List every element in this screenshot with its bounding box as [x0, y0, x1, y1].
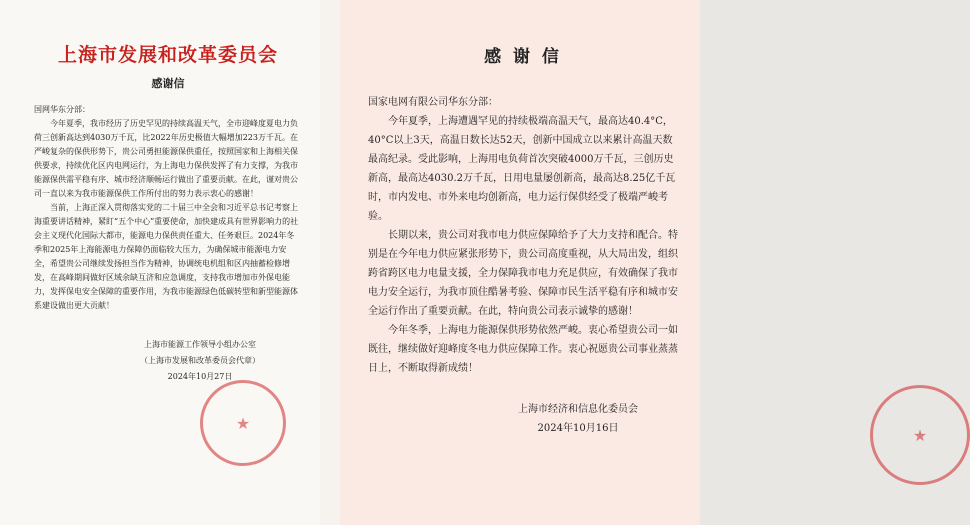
letter-signature	[34, 337, 302, 385]
letter-salutation: 国家电网有限公司华东分部：	[368, 97, 498, 108]
letter-org-name: 上海市发展和改革委员会	[57, 44, 278, 66]
signature-line: 上海市能源工作领导小组办公室	[144, 340, 256, 349]
signature-line: 上海市经济和信息化委员会	[518, 404, 638, 415]
letter-paragraph: 今年夏季，上海遭遇罕见的持续极端高温天气，最高达40.4°C，40°C以上3天，高温日数长达52天，创新中国成立以来累计高温天数最高纪录。受此影响，上海用电负荷首次突破4000万千瓦，三创历史新高，最高达4030.2万千瓦，日用电量屡创新高，最高达8.25亿千瓦时，市内发电、市外来电均创新高，电力运行保供经受了极端严峻考验。	[368, 116, 676, 222]
letter-paragraph: 今年夏季，我市经历了历史罕见的持续高温天气，全市迎峰度夏电力负荷三创新高达到4030万千瓦，比2022年历史极值大幅增加223万千瓦。在严峻复杂的保供形势下，贵公司勇担能源保供重任，按照国家和上海相关保供要求，持续优化区内电网运行，为上海电力保供发挥了有力支撑，为我市能源保供需平稳有序、城市经济顺畅运行做出了重要贡献。在此，谨对贵公司一直以来为我市能源保供工作所付出的努力表示衷心的感谢！	[34, 119, 298, 198]
letter-title: 感 谢 信	[484, 47, 562, 67]
letter-salutation: 国网华东分部：	[34, 105, 90, 114]
letter-title: 感谢信	[151, 77, 185, 90]
letter-signature	[368, 400, 678, 438]
official-seal: ★	[200, 380, 286, 466]
signature-date: 2024年10月16日	[537, 423, 619, 434]
letter-paragraph: 长期以来，贵公司对我市电力供应保障给予了大力支持和配合。特别是在今年电力供应紧张形势下，贵公司高度重视，从大局出发，组织跨省跨区电力电量支援，全力保障我市电力充足供应，有效确保了我市电力安全运行，为我市顶住酷暑考验、保障市民生活平稳有序和城市安全运行作出了重要贡献。在此，特向贵公司表示诚挚的感谢！	[368, 230, 678, 317]
official-seal: ★	[870, 385, 970, 485]
signature-line: （上海市发展和改革委员会代章）	[140, 356, 260, 365]
letter-paragraph: 今年冬季，上海电力能源保供形势依然严峻。衷心希望贵公司一如既往，继续做好迎峰度冬电力供应保障工作。衷心祝愿贵公司事业蒸蒸日上，不断取得新成绩！	[368, 325, 678, 374]
letter-ndrc	[0, 0, 320, 525]
letter-econ-commission	[340, 0, 928, 525]
letter-paragraph: 当前，上海正深入贯彻落实党的二十届三中全会和习近平总书记考察上海重要讲话精神，紧盯“五个中心”重要使命，加快建成具有世界影响力的社会主义现代化国际大都市，能源电力保供责任重大、任务艰巨。2024年冬季和2025年上海能源电力保障仍面临较大压力，为确保城市能源电力安全，希望贵公司继续发扬担当作为精神，协调统电机组和区内抽蓄检修增发，在高峰期间做好区域余缺互济和应急调度，支持我市增加市外保电能力，发挥保电安全保障的重要作用，为我市能源绿色低碳转型和新型能源体系建设做出更大贡献！	[34, 203, 299, 310]
signature-date: 2024年10月27日	[167, 372, 233, 381]
page-gap	[320, 0, 340, 525]
